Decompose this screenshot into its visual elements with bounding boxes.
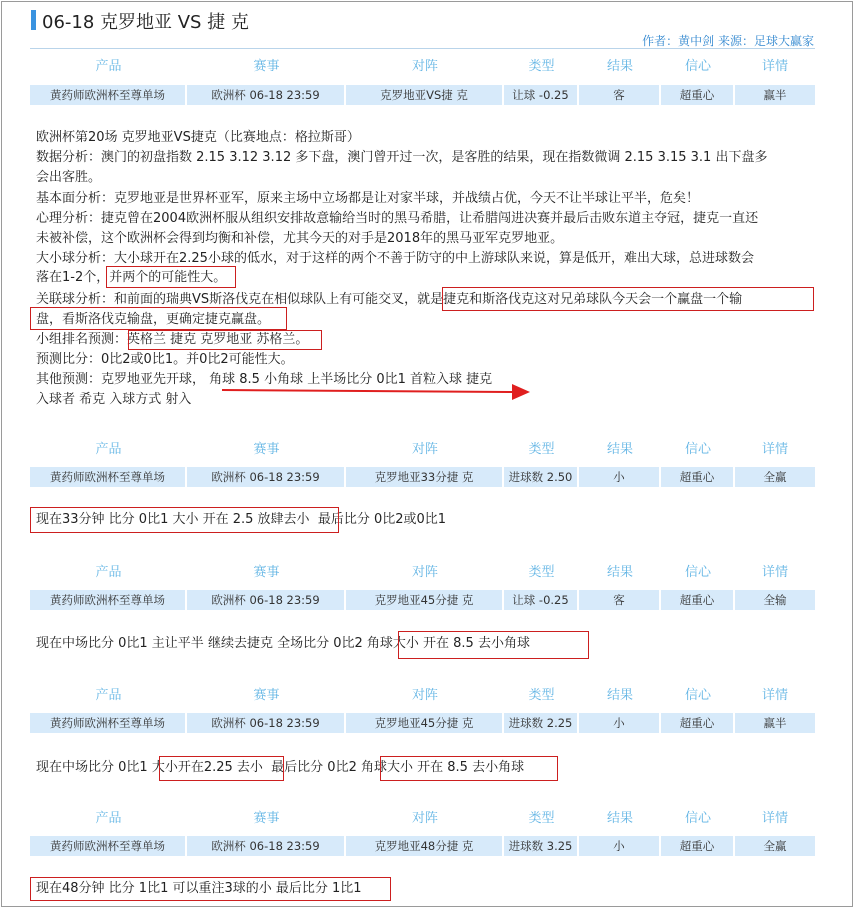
- analysis-line: 其他预测：克罗地亚先开球， 角球 8.5 小角球 上半场比分 0比1 首粒入球 捷克: [36, 372, 493, 387]
- highlight-box: [30, 507, 339, 533]
- header-product: 产品: [95, 442, 122, 457]
- cell-confidence: 超重心: [661, 590, 735, 610]
- cell-event: 欧洲杯 06-18 23:59: [187, 85, 346, 105]
- table-header: [30, 686, 815, 706]
- header-type: 类型: [528, 59, 555, 74]
- header-type: 类型: [528, 688, 555, 703]
- cell-event: 欧洲杯 06-18 23:59: [187, 713, 346, 733]
- header-result: 结果: [606, 565, 633, 580]
- cell-type: 让球 -0.25: [504, 590, 579, 610]
- table-header: [30, 809, 815, 829]
- header-match: 对阵: [411, 565, 438, 580]
- analysis-line: 预测比分：0比2或0比1。并0比2可能性大。: [36, 352, 294, 367]
- header-confidence: 信心: [684, 442, 711, 457]
- table-header: [30, 563, 815, 583]
- update-highlight: 现在33分钟 比分 0比1 大小 开在 2.5 放肆去小: [36, 512, 310, 527]
- header-details: 详情: [761, 59, 788, 74]
- divider: [30, 48, 815, 49]
- update-highlight: 角球大小 开在 8.5 去小角球: [361, 760, 525, 775]
- cell-details: 赢半: [763, 716, 787, 730]
- analysis-line: 未被补偿，这个欧洲杯会得到均衡和补偿，尤其今天的对手是2018年的黑马亚军克罗地亚。: [36, 231, 564, 246]
- update-text: 现在中场比分 0比1 主让平半 继续去捷克 全场比分 0比2: [36, 636, 363, 651]
- update-highlight: 大小开在2.25 去小: [151, 760, 263, 775]
- header-confidence: 信心: [684, 565, 711, 580]
- header-result: 结果: [606, 442, 633, 457]
- header-confidence: 信心: [684, 59, 711, 74]
- analysis-text: 落在1-2个，: [36, 270, 110, 285]
- header-match: 对阵: [411, 811, 438, 826]
- cell-type: 进球数 3.25: [504, 836, 579, 856]
- table-row[interactable]: [30, 85, 815, 105]
- analysis-line: 大小球分析：大小球开在2.25小球的低水，对于这样的两个不善于防守的中上游球队来说，算是低开，难出大球，总进球数会: [36, 251, 754, 266]
- header-details: 详情: [761, 688, 788, 703]
- cell-match: 克罗地亚45分捷 克: [346, 590, 504, 610]
- header-details: 详情: [761, 565, 788, 580]
- cell-match: 克罗地亚VS捷 克: [346, 85, 504, 105]
- header-details: 详情: [761, 811, 788, 826]
- header-result: 结果: [606, 688, 633, 703]
- header-product: 产品: [95, 811, 122, 826]
- cell-confidence: 超重心: [661, 836, 735, 856]
- cell-product: 黄药师欧洲杯至尊单场: [30, 836, 187, 856]
- cell-result: 小: [579, 467, 661, 487]
- cell-details: 全赢: [763, 470, 787, 484]
- highlight-box: [442, 287, 814, 311]
- cell-match: 克罗地亚33分捷 克: [346, 467, 504, 487]
- cell-result: 客: [579, 590, 661, 610]
- cell-details: 全赢: [763, 839, 787, 853]
- header-type: 类型: [528, 811, 555, 826]
- update-highlight: 角球大小 开在 8.5 去小角球: [366, 636, 530, 651]
- header-event: 赛事: [253, 688, 280, 703]
- analysis-line: 基本面分析：克罗地亚是世界杯亚军，原来主场中立场都是让对家半球，并战绩占优，今天不让半球让平半，危矣！: [36, 191, 700, 206]
- cell-product: 黄药师欧洲杯至尊单场: [30, 467, 187, 487]
- analysis-highlight: 英格兰 捷克 克罗地亚 苏格兰。: [127, 332, 309, 347]
- cell-event: 欧洲杯 06-18 23:59: [187, 836, 346, 856]
- cell-event: 欧洲杯 06-18 23:59: [187, 467, 346, 487]
- analysis-text: 关联球分析：和前面的瑞典VS斯洛伐克在相似球队上有可能交叉，: [36, 292, 418, 307]
- cell-product: 黄药师欧洲杯至尊单场: [30, 713, 187, 733]
- header-type: 类型: [528, 442, 555, 457]
- header-match: 对阵: [411, 59, 438, 74]
- update-text: 现在中场比分 0比1: [36, 760, 148, 775]
- header-event: 赛事: [253, 442, 280, 457]
- update-text: 最后比分 0比2或0比1: [317, 512, 447, 527]
- cell-result: 小: [579, 836, 661, 856]
- cell-details: 全输: [763, 593, 787, 607]
- cell-result: 小: [579, 713, 661, 733]
- highlight-box: [128, 330, 322, 350]
- cell-event: 欧洲杯 06-18 23:59: [187, 590, 346, 610]
- header-event: 赛事: [253, 565, 280, 580]
- cell-confidence: 超重心: [661, 85, 735, 105]
- cell-product: 黄药师欧洲杯至尊单场: [30, 590, 187, 610]
- analysis-line: 入球者 希克 入球方式 射入: [36, 392, 192, 407]
- cell-result: 客: [579, 85, 661, 105]
- table-row[interactable]: [30, 713, 815, 733]
- analysis-text: 小组排名预测：: [36, 332, 128, 347]
- header-product: 产品: [95, 565, 122, 580]
- update-line: 现在48分钟 比分 1比1 可以重注3球的小 最后比分 1比1: [36, 881, 362, 896]
- analysis-highlight: 并两个的可能性大。: [109, 270, 227, 285]
- analysis-line: 欧洲杯第20场 克罗地亚VS捷克（比赛地点：格拉斯哥）: [36, 130, 360, 145]
- cell-confidence: 超重心: [661, 713, 735, 733]
- title-accent-bar: [31, 10, 36, 30]
- cell-match: 克罗地亚45分捷 克: [346, 713, 504, 733]
- highlight-box: [398, 631, 589, 659]
- analysis-line: 心理分析：捷克曾在2004欧洲杯服从组织安排故意输给当时的黑马希腊，让希腊闯进决赛并最后击败东道主夺冠，捷克一直还: [36, 211, 759, 226]
- analysis-line: 数据分析：澳门的初盘指数 2.15 3.12 3.12 多下盘，澳门曾开过一次，是客胜的结果，现在指数微调 2.15 3.15 3.1 出下盘多: [36, 150, 768, 165]
- table-header: [30, 57, 815, 77]
- highlight-box: [106, 266, 236, 288]
- analysis-line: 会出客胜。: [36, 170, 102, 185]
- header-match: 对阵: [411, 442, 438, 457]
- analysis-highlight: 就是捷克和斯洛伐克这对兄弟球队今天会一个赢盘一个输: [417, 292, 743, 307]
- cell-match: 克罗地亚48分捷 克: [346, 836, 504, 856]
- highlight-box: [159, 756, 284, 781]
- header-details: 详情: [761, 442, 788, 457]
- header-result: 结果: [606, 811, 633, 826]
- cell-details: 赢半: [763, 88, 787, 102]
- table-row[interactable]: [30, 590, 815, 610]
- cell-confidence: 超重心: [661, 467, 735, 487]
- table-row[interactable]: [30, 836, 815, 856]
- cell-product: 黄药师欧洲杯至尊单场: [30, 85, 187, 105]
- table-header: [30, 440, 815, 460]
- page-title: 06-18 克罗地亚 VS 捷 克: [42, 12, 249, 33]
- highlight-box: [380, 756, 558, 781]
- header-event: 赛事: [253, 59, 280, 74]
- author-source[interactable]: 作者：黄中剑 来源：足球大赢家: [642, 34, 814, 48]
- cell-type: 让球 -0.25: [504, 85, 579, 105]
- cell-type: 进球数 2.25: [504, 713, 579, 733]
- red-arrow-icon: [220, 380, 535, 402]
- header-type: 类型: [528, 565, 555, 580]
- header-match: 对阵: [411, 688, 438, 703]
- cell-type: 进球数 2.50: [504, 467, 579, 487]
- highlight-box: [30, 877, 391, 901]
- update-text: 最后比分 0比2: [271, 760, 357, 775]
- header-product: 产品: [95, 688, 122, 703]
- header-product: 产品: [95, 59, 122, 74]
- header-result: 结果: [606, 59, 633, 74]
- table-row[interactable]: [30, 467, 815, 487]
- header-event: 赛事: [253, 811, 280, 826]
- header-confidence: 信心: [684, 688, 711, 703]
- analysis-line: 盘，看斯洛伐克输盘，更确定捷克赢盘。: [36, 312, 271, 327]
- highlight-box: [30, 307, 287, 330]
- header-confidence: 信心: [684, 811, 711, 826]
